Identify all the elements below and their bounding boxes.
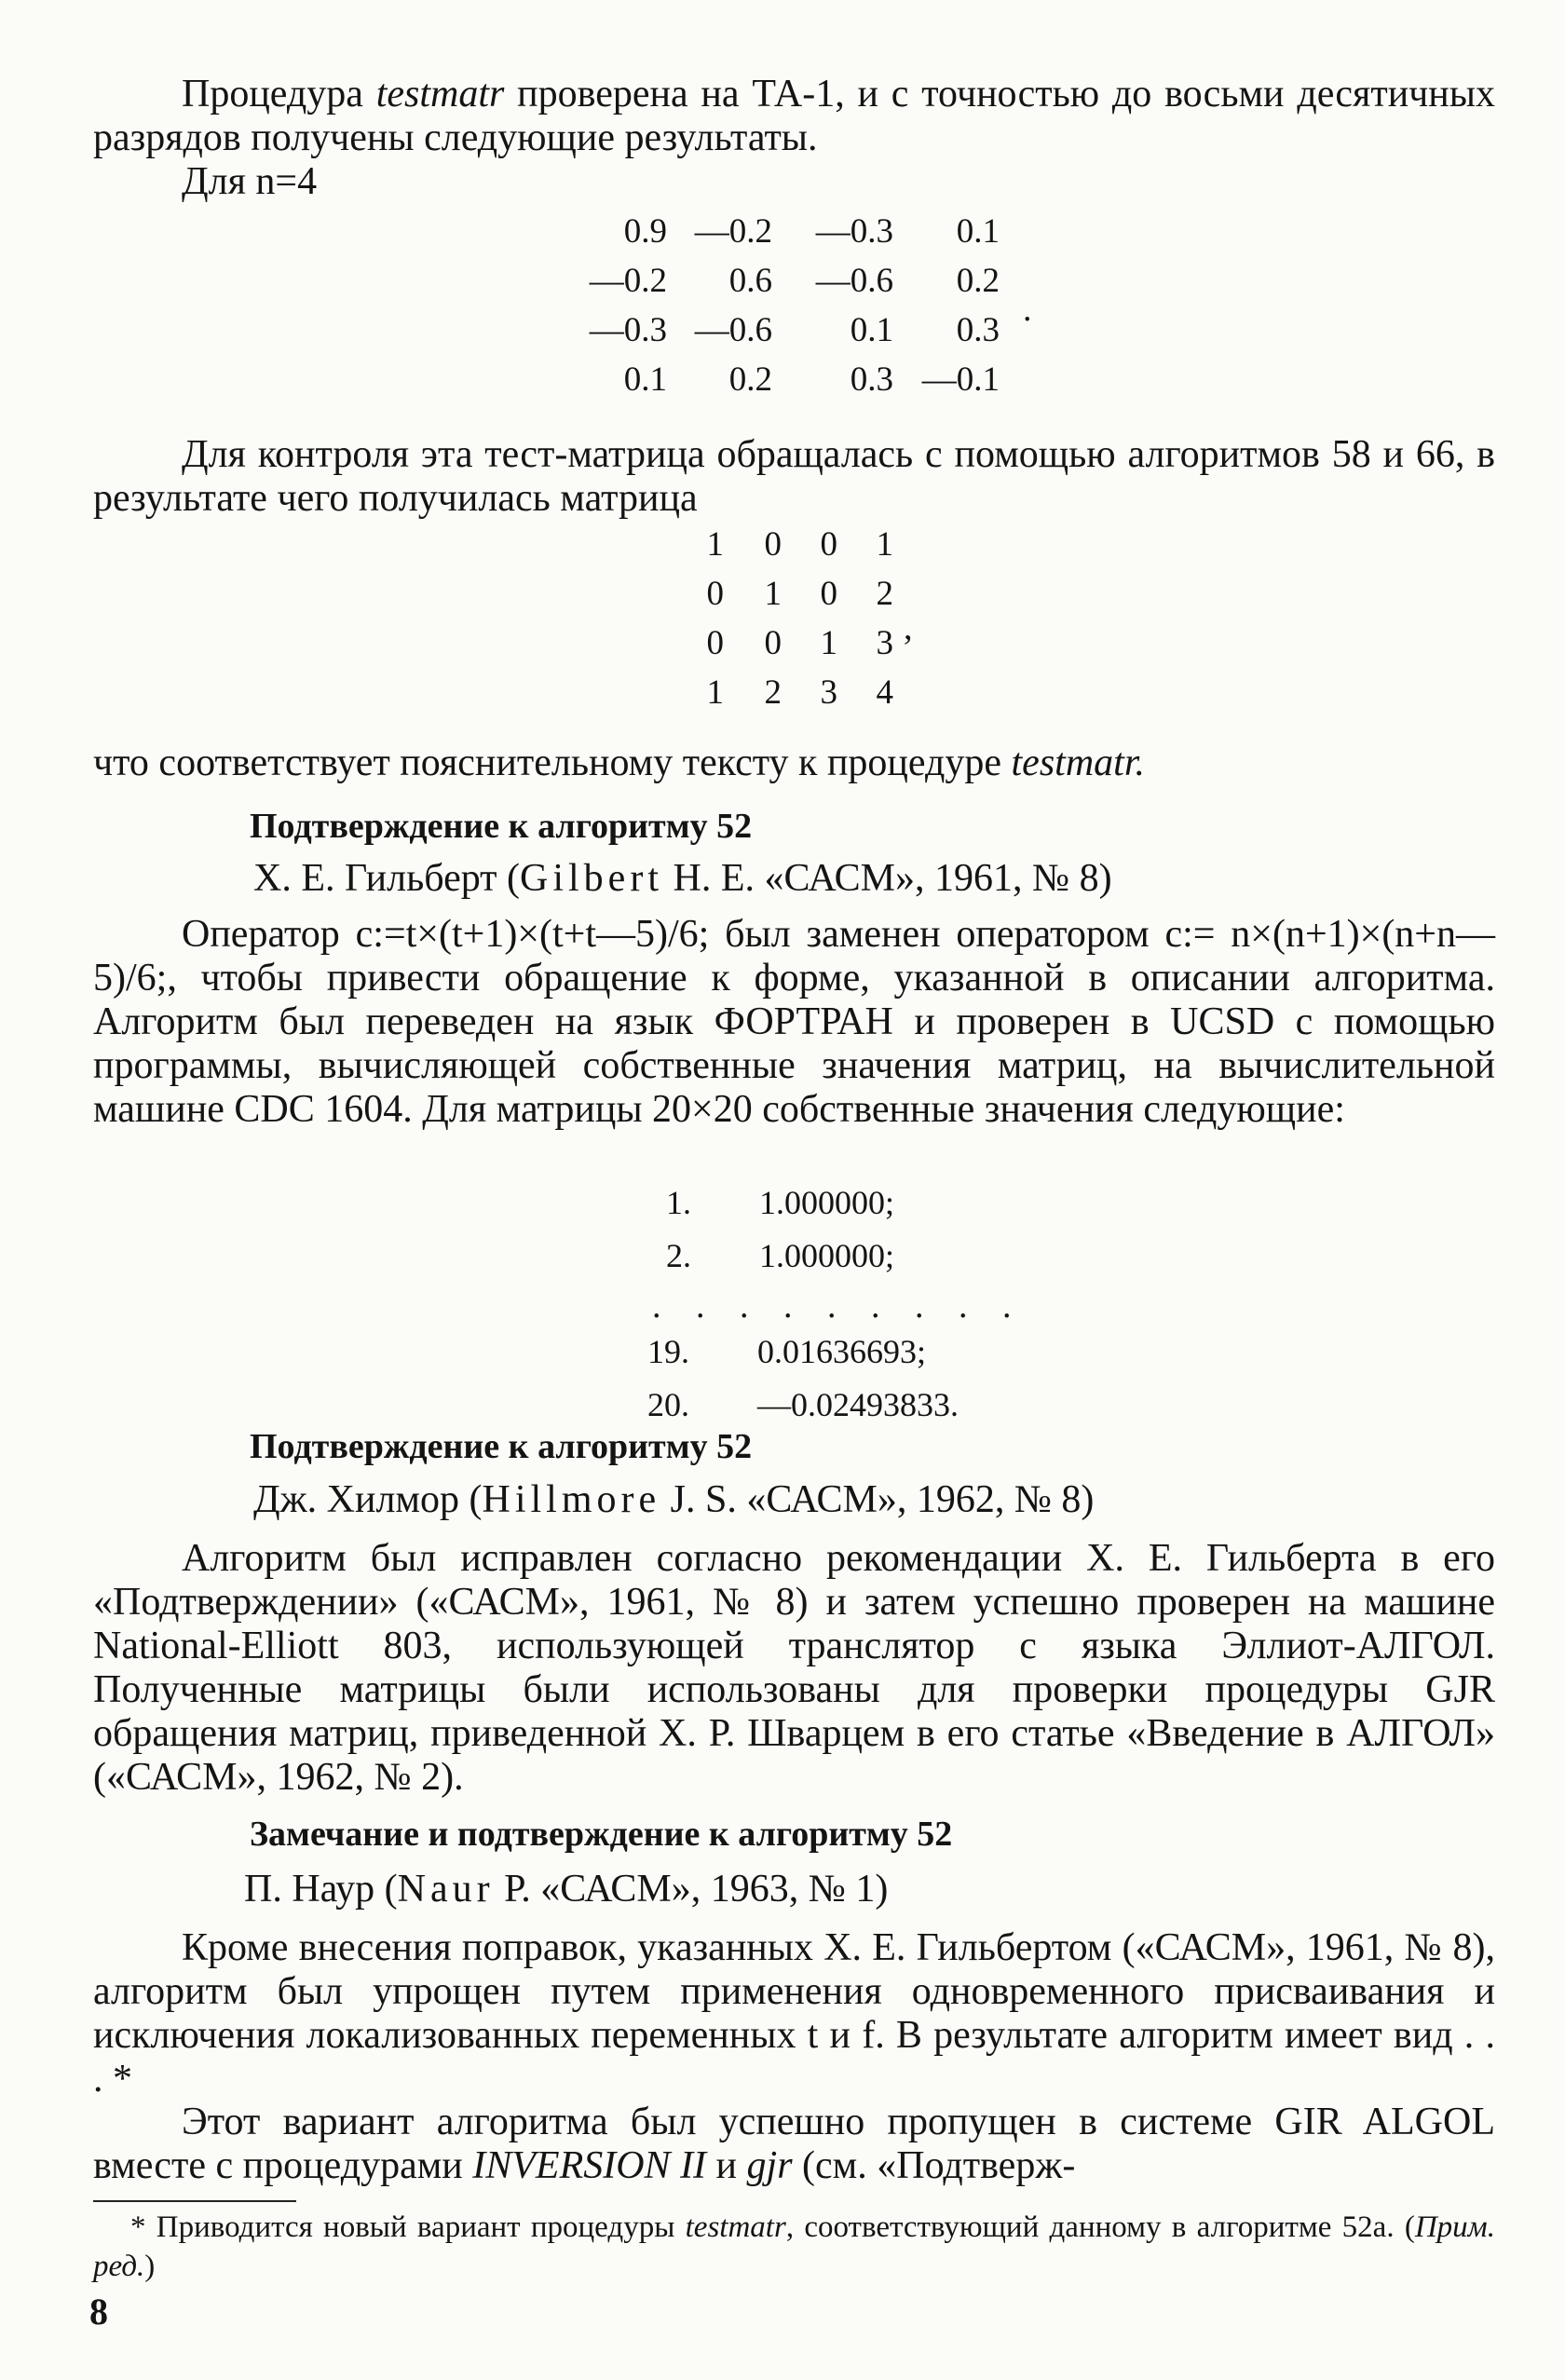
test-matrix-cell: 0.3 [956,311,1000,349]
procedure-name: testmatr [375,73,505,116]
test-matrix-cell: 0.9 [623,212,667,251]
test-matrix-cell: —0.2 [589,262,667,300]
section1-heading: Подтверждение к алгоритму 52 [250,807,753,846]
test-matrix-cell: 0.2 [728,360,772,399]
result-matrix-row [703,520,893,569]
footnote-text: * Приводится новый вариант процедуры [130,2210,686,2244]
section3-last-paragraph [93,2101,1495,2188]
section2-byline [253,1478,1094,1522]
eigenvalue-index: 2. [666,1236,691,1274]
result-matrix-suffix: , [904,608,913,647]
eigenvalue-value: —0.02493833. [757,1385,959,1423]
test-matrix-cell: 0.1 [850,311,893,349]
test-matrix-cell: —0.6 [694,311,772,349]
eigenvalues-ellipsis: . . . . . . . . . [652,1286,1025,1326]
eigenvalue-row [666,1229,964,1282]
result-matrix-cell: 4 [876,673,893,712]
footnote-editor-note: Прим. ред. [93,2210,1495,2283]
result-matrix-cell: 1 [876,525,893,564]
section2-body: Алгоритм был исправлен согласно рекомендации X. Е. Гильберта в его «Подтверждении» («САСМ», 1961, № 8) и затем успешно проверен на машине National-Elliott 803, использующей транслятор с языка Эллиот-АЛГОЛ. Полученные матрицы были использованы для проверки процедуры GJR обращения матриц, приведенной X. Р. Шварцем в его статье «Введение в АЛГОЛ» («САСМ», 1962, № 2). [93,1537,1495,1799]
test-matrix-row [587,355,1000,404]
test-matrix-cell: 0.1 [623,360,667,399]
section3-byline-latin: Naur [397,1868,495,1911]
footnote-close: ) [144,2250,156,2283]
result-matrix-cell: 0 [820,525,837,564]
result-matrix-cell: 0 [706,575,724,613]
eigenvalues-top [666,1176,964,1282]
eigenvalue-row [666,1176,964,1229]
section3-byline [244,1868,888,1911]
section1-byline-source: Н. Е. «САСМ», 1961, № 8) [662,857,1112,900]
test-matrix-row [587,256,1000,306]
section3-last-conj: и [706,2144,747,2187]
test-matrix-cell: —0.1 [921,360,1000,399]
eigenvalue-value: 0.01636693; [757,1332,927,1370]
result-matrix-cell: 2 [876,575,893,613]
test-matrix-cell: 0.6 [728,262,772,300]
result-matrix-cell: 1 [706,673,724,712]
test-matrix-suffix: . [1023,290,1032,329]
intro-paragraph [93,73,1495,160]
after-matrix-text: что соответствует пояснительному тексту к процедуре [93,741,1012,784]
result-matrix-row [703,668,893,717]
procedure-name-2: testmatr. [1011,741,1146,784]
eigenvalue-row [647,1325,962,1378]
result-matrix-cell: 1 [764,575,782,613]
result-matrix-row [703,569,893,619]
footnote [93,2208,1495,2286]
procedure-gjr: gjr [746,2144,793,2187]
section3-heading: Замечание и подтверждение к алгоритму 52 [250,1815,953,1854]
test-matrix-cell: —0.6 [815,262,893,300]
test-matrix-cell: —0.2 [694,212,772,251]
footnote-procedure: testmatr [685,2210,786,2244]
result-matrix-cell: 1 [706,525,724,564]
section1-byline [253,857,1112,901]
eigenvalue-row [647,1378,962,1431]
section2-byline-latin: Hillmore [482,1478,661,1521]
footnote-text-mid: , соответствующий данному в алгоритме 52а. ( [785,2210,1415,2244]
test-matrix-cell: —0.3 [589,311,667,349]
eigenvalue-value: 1.000000; [759,1236,895,1274]
eigenvalue-index: 1. [666,1183,691,1221]
result-matrix-cell: 1 [820,624,837,662]
test-matrix-row [587,207,1000,256]
control-paragraph: Для контроля эта тест-матрица обращалась с помощью алгоритмов 58 и 66, в результате чего получилась матрица [93,433,1495,520]
test-matrix-cell: 0.3 [850,360,893,399]
intro-text-end: проверена на ТА-1, и с точностью до восьми десятичных разрядов получены следующие результаты. [93,73,1495,159]
test-matrix-cell: 0.1 [956,212,1000,251]
section2-byline-source: J. S. «САСМ», 1962, № 8) [660,1478,1095,1521]
eigenvalue-value: 1.000000; [759,1183,895,1221]
result-matrix-cell: 3 [876,624,893,662]
eigenvalue-index: 20. [647,1385,689,1423]
section2-heading: Подтверждение к алгоритму 52 [250,1427,753,1466]
test-matrix [587,207,1000,404]
section1-byline-author: X. Е. Гильберт ( [253,857,521,900]
section3-body: Кроме внесения поправок, указанных X. Е. Гильбертом («САСМ», 1961, № 8), алгоритм был упрощен путем применения одновременного присваивания и исключения локализованных переменных t и f. В результате алгоритм имеет вид . . . * [93,1926,1495,2101]
eigenvalue-index: 19. [647,1332,689,1370]
result-matrix [703,520,893,717]
after-matrix-paragraph [93,741,1495,785]
intro-text-start: Процедура [182,73,376,116]
footnote-divider [93,2200,296,2202]
test-matrix-row [587,306,1000,355]
test-matrix-cell: —0.3 [815,212,893,251]
result-matrix-row [703,619,893,668]
section2-byline-author: Дж. Хилмор ( [253,1478,483,1521]
section3-byline-source: Р. «САСМ», 1963, № 1) [494,1868,889,1911]
section1-body: Оператор c:=t×(t+1)×(t+t—5)/6; был заменен оператором c:= n×(n+1)×(n+n—5)/6;, чтобы привести обращение к форме, указанной в описании алгоритма. Алгоритм был переведен на язык ФОРТРАН и проверен в UCSD с помощью программы, вычисляющей собственные значения матриц, на вычислительной машине CDC 1604. Для матрицы 20×20 собственные значения следующие: [93,913,1495,1131]
procedure-inversion: INVERSION II [472,2144,707,2187]
result-matrix-cell: 2 [764,673,782,712]
section3-byline-author: П. Наур ( [244,1868,398,1911]
result-matrix-cell: 0 [820,575,837,613]
page-number: 8 [89,2291,108,2332]
result-matrix-cell: 0 [706,624,724,662]
section3-last-text: Этот вариант алгоритма был успешно пропущен в системе GIR ALGOL вместе с процедурами [93,2101,1495,2187]
eigenvalues-bottom [647,1325,962,1431]
section3-last-end: (см. «Подтверж- [792,2144,1076,2187]
result-matrix-cell: 3 [820,673,837,712]
test-matrix-cell: 0.2 [956,262,1000,300]
result-matrix-cell: 0 [764,525,782,564]
section1-byline-latin: Gilbert [520,857,663,900]
n-value-line: Для n=4 [182,160,318,203]
result-matrix-cell: 0 [764,624,782,662]
